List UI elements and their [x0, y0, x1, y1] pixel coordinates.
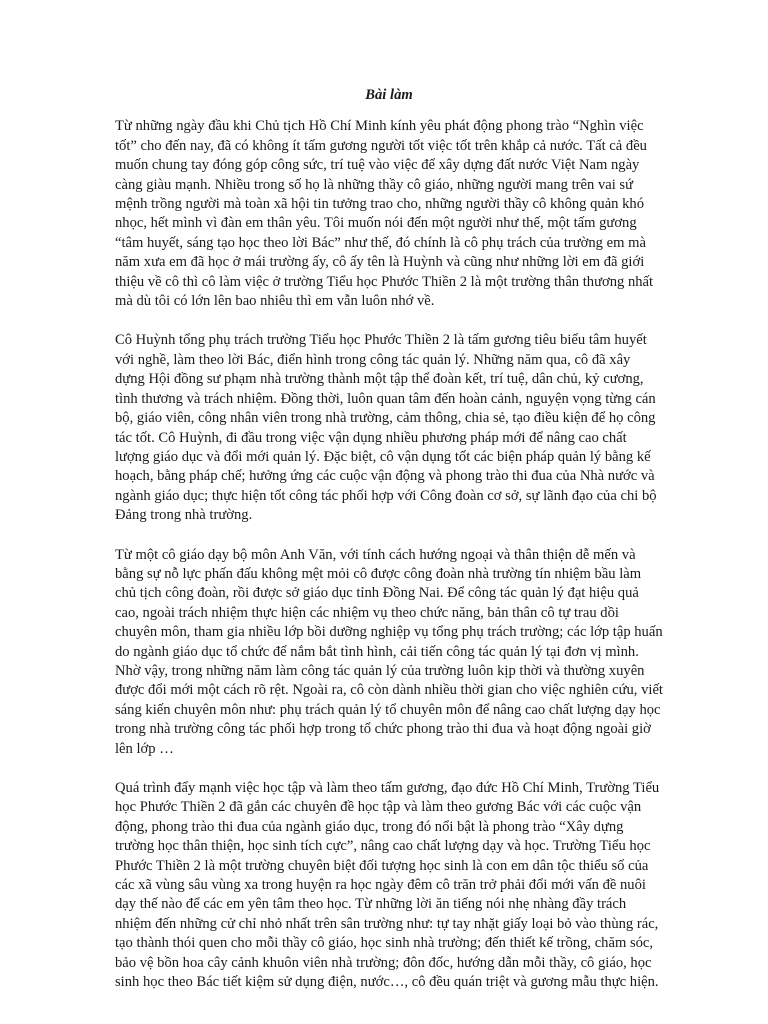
- paragraph-2: Cô Huỳnh tổng phụ trách trường Tiểu học Phước Thiền 2 là tấm gương tiêu biểu tâm huyết với nghề, làm theo lời Bác, điển hình trong công tác quản lý. Những năm qua, cô đã xây dựng Hội đồng sư phạm nhà trường thành một tập thể đoàn kết, trí tuệ, dân chủ, kỷ cương, tình thương và trách nhiệm. Đồng thời, luôn quan tâm đến hoàn cảnh, nguyện vọng từng cán bộ, giáo viên, công nhân viên trong nhà trường, cảm thông, chia sẻ, tạo điều kiện để họ công tác tốt. Cô Huỳnh, đi đầu trong việc vận dụng nhiều phương pháp mới để nâng cao chất lượng giáo dục và đổi mới quản lý. Đặc biệt, cô vận dụng tốt các biện pháp quản lý bằng kế hoạch, bằng pháp chế; hưởng ứng các cuộc vận động và phong trào thi đua của Nhà nước và ngành giáo dục; thực hiện tốt công tác phối hợp với Công đoàn cơ sở, sự lãnh đạo của chi bộ Đảng trong nhà trường.: [115, 332, 657, 524]
- paragraph-1: Từ những ngày đầu khi Chủ tịch Hồ Chí Minh kính yêu phát động phong trào “Nghìn việc tốt” cho đến nay, đã có không ít tấm gương người tốt việc tốt trên khắp cả nước. Tất cả đều muốn chung tay đóng góp công sức, trí tuệ vào việc để xây dựng đất nước Việt Nam ngày càng giàu mạnh. Nhiều trong số họ là những thầy cô giáo, những người mang trên vai sứ mệnh trồng người mà toàn xã hội tin tưởng trao cho, những người thầy cô không quản khó nhọc, hết mình vì đàn em thân yêu. Tôi muốn nói đến một người như thế, một tấm gương “tâm huyết, sáng tạo học theo lời Bác” như thế, đó chính là cô phụ trách của trường em mà năm xưa em đã học ở mái trường ấy, cô ấy tên là Huỳnh và cũng như những lời em đã giới thiệu về cô thì cô làm việc ở trường Tiểu học Phước Thiền 2 là một trường thân thương nhất mà dù tôi có lớn lên bao nhiêu thì em vẫn luôn nhớ về.: [115, 118, 654, 310]
- document-title: Bài làm: [365, 87, 413, 103]
- paragraph-3: Từ một cô giáo dạy bộ môn Anh Văn, với tính cách hướng ngoại và thân thiện dễ mến và bằng sự nỗ lực phấn đấu không mệt mỏi cô được công đoàn nhà trường tín nhiệm bầu làm chủ tịch công đoàn, rồi được sở giáo dục tỉnh Đồng Nai. Để công tác quản lý đạt hiệu quả cao, ngoài trách nhiệm thực hiện các nhiệm vụ theo chức năng, bản thân cô tự trau dồi chuyên môn, tham gia nhiều lớp bồi dưỡng nghiệp vụ tổng phụ trách trường; các lớp tập huấn do ngành giáo dục tổ chức để nắm bắt tình hình, cải tiến công tác quản lý tại đơn vị mình. Nhờ vậy, trong những năm làm công tác quản lý của trường luôn kịp thời và thường xuyên được đổi mới một cách rõ rệt. Ngoài ra, cô còn dành nhiều thời gian cho việc nghiên cứu, viết sáng kiến chuyên môn như: phụ trách quản lý tổ chuyên môn để nâng cao chất lượng dạy học trong nhà trường công tác phối hợp trong tổ chức phong trào thi đua và hoạt động ngoài giờ lên lớp …: [115, 546, 663, 757]
- paragraph-4: Quá trình đẩy mạnh việc học tập và làm theo tấm gương, đạo đức Hồ Chí Minh, Trường Tiểu học Phước Thiền 2 đã gắn các chuyên đề học tập và làm theo gương Bác với các cuộc vận động, phong trào thi đua của ngành giáo dục, trong đó nổi bật là phong trào “Xây dựng trường học thân thiện, học sinh tích cực”, nâng cao chất lượng dạy và học. Trường Tiểu học Phước Thiền 2 là một trường chuyên biệt đối tượng học sinh là con em dân tộc thiểu số của các xã vùng sâu vùng xa trong huyện ra học ngày đêm cô trăn trở phải đổi mới vấn đề nuôi dạy thế nào để các em yên tâm theo học. Từ những lời ăn tiếng nói nhẹ nhàng đầy trách nhiệm đến những cử chỉ nhỏ nhất trên sân trường như: tự tay nhặt giấy loại bỏ vào thùng rác, tạo thành thói quen cho mỗi thầy cô giáo, học sinh nhà trường; đến thiết kế trồng, chăm sóc, bảo vệ bồn hoa cây cảnh khuôn viên nhà trường; đôn đốc, hướng dẫn mỗi thầy, cô giáo, học sinh học theo Bác tiết kiệm sử dụng điện, nước…, cô đều quán triệt và gương mẫu thực hiện.: [115, 780, 660, 991]
- document-page: [115, 86, 663, 1012]
